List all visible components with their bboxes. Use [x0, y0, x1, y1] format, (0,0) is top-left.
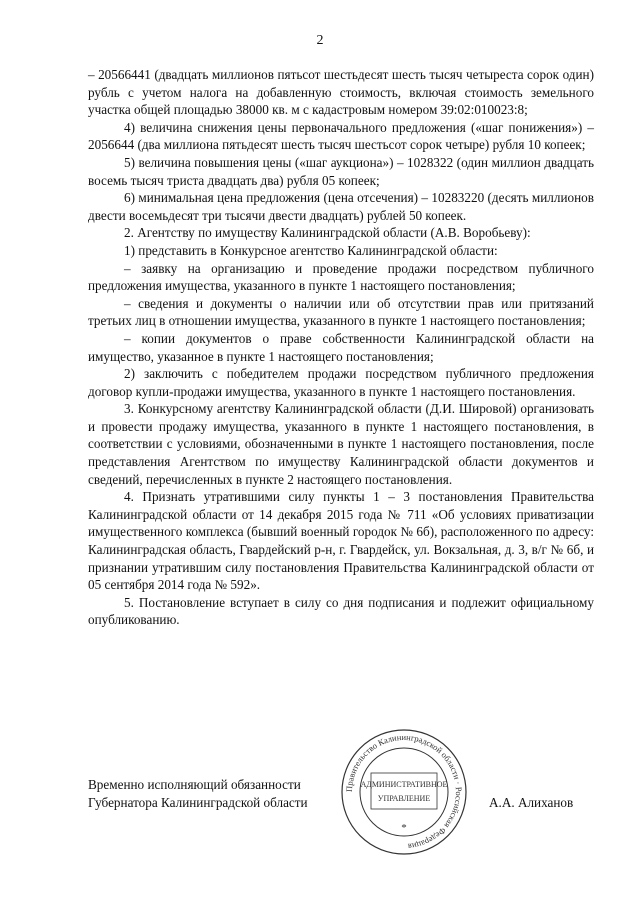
seal-center-line1: АДМИНИСТРАТИВНОЕ	[360, 780, 448, 789]
seal-star: *	[401, 822, 407, 834]
paragraph: 1) представить в Конкурсное агентство Калининградской области:	[124, 242, 498, 258]
paragraph: – копии документов о праве собственности Калининградской области на имущество, указанное в пункте 1 настоящего постановления;	[88, 330, 594, 364]
seal-center-line2: УПРАВЛЕНИЕ	[377, 794, 431, 803]
paragraph: 3. Конкурсному агентству Калининградской области (Д.И. Шировой) организовать и провести продажу имущества, указанного в пункте 1 настоящего постановления, в соответствии с условиями, обозначенными в пункте 1 настоящего постановления, после представления Агентством по имуществу Калининградской области документов и сведений, перечисленных в пункте 2 настоящего постановления.	[88, 401, 594, 487]
signatory-name: А.А. Алиханов	[489, 795, 574, 810]
paragraph: 6) минимальная цена предложения (цена отсечения) – 10283220 (десять миллионов двести восемьдесят три тысячи двести двадцать) рублей 50 копеек.	[88, 190, 594, 223]
signature-position-line2: Губернатора Калининградской области	[88, 794, 308, 810]
paragraph: 5) величина повышения цены («шаг аукциона») – 1028322 (один миллион двадцать восемь тысяч триста двадцать два) рубля 05 копеек;	[88, 154, 594, 188]
paragraph: – 20566441 (двадцать миллионов пятьсот шестьдесят шесть тысяч четыреста сорок один) рубль с учетом налога на добавленную стоимость, включая стоимость земельного участка общей площадью 38000 кв. м с кадастровым номером 39:02:010023:8;	[88, 67, 594, 118]
signature-position	[88, 776, 368, 811]
document-body	[88, 66, 594, 629]
paragraph: 5. Постановление вступает в силу со дня подписания и подлежит официальному опубликованию.	[88, 594, 594, 628]
paragraph: – заявку на организацию и проведение продажи посредством публичного предложения имущества, указанного в пункте 1 настоящего постановления;	[88, 260, 594, 294]
seal-ring-text: Правительство Калининградской области · Российская Федерация	[343, 731, 465, 852]
page-number: 2	[316, 33, 324, 48]
seal-center-box	[371, 773, 437, 809]
signature-position-line1: Временно исполняющий обязанности	[88, 777, 301, 792]
paragraph: 4. Признать утратившими силу пункты 1 – 3 постановления Правительства Калининградской области от 14 декабря 2015 года № 711 «Об условиях приватизации имущественного комплекса (бывший военный городок № 6б), расположенного по адресу: Калининградская область, Гвардейский р-н, г. Гвардейск, ул. Вокзальная, д. 3, в/г № 6б, и признании утратившим силу постановления Правительства Калининградской области от 05 сентября 2014 года № 592».	[88, 489, 594, 593]
paragraph: 2. Агентству по имуществу Калининградской области (А.В. Воробьеву):	[124, 225, 531, 241]
paragraph: – сведения и документы о наличии или об отсутствии прав или притязаний третьих лиц в отношении имущества, указанного в пункте 1 настоящего постановления;	[88, 295, 594, 329]
paragraph: 2) заключить с победителем продажи посредством публичного предложения договор купли-продажи имущества, указанного в пункте 1 настоящего постановления.	[88, 366, 594, 399]
paragraph: 4) величина снижения цены первоначального предложения («шаг понижения») – 2056644 (два миллиона пятьдесят шесть тысяч шестьсот сорок четыре) рубля 10 копеек;	[88, 119, 594, 153]
